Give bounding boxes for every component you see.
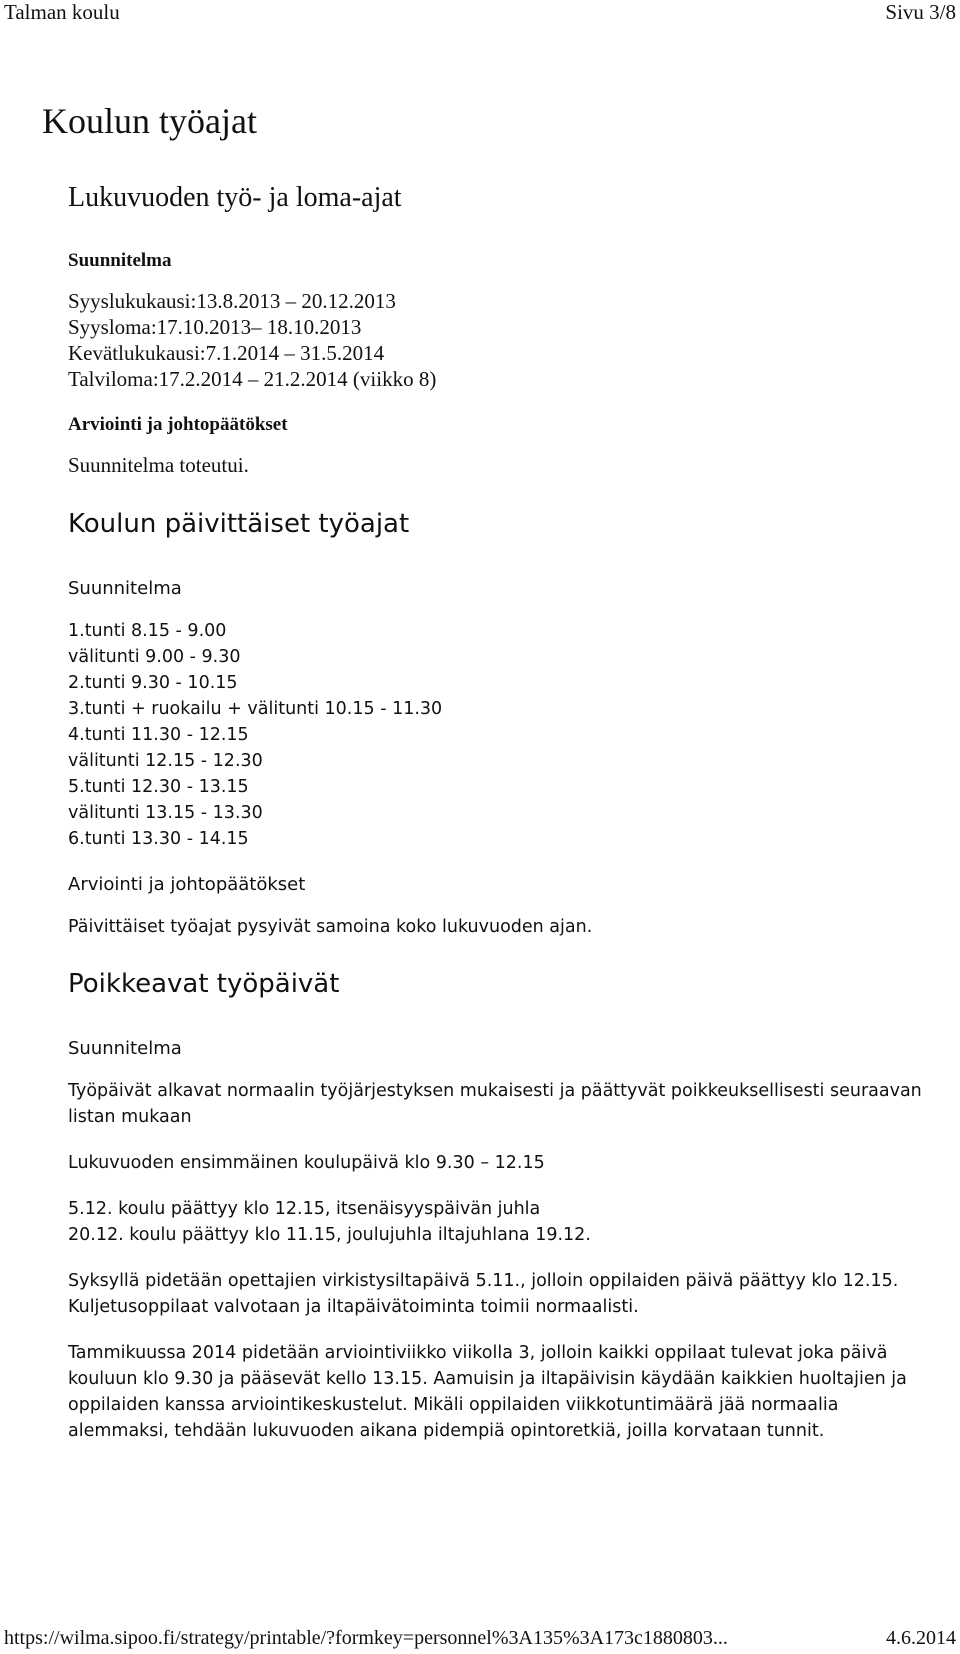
schedule-line: 5.tunti 12.30 - 13.15 xyxy=(68,777,249,797)
header-school-name: Talman koulu xyxy=(4,0,120,24)
plan-lines xyxy=(68,288,928,392)
schedule-line: 6.tunti 13.30 - 14.15 xyxy=(68,829,249,849)
early-end-days xyxy=(68,1196,928,1248)
schedule-line: välitunti 9.00 - 9.30 xyxy=(68,647,241,667)
paragraph-intro: Työpäivät alkavat normaalin työjärjestyksen mukaisesti ja päättyvät poikkeuksellisesti seuraavan listan mukaan xyxy=(68,1081,922,1127)
schedule-line: välitunti 12.15 - 12.30 xyxy=(68,751,263,771)
section-school-year xyxy=(68,178,928,478)
schedule-line: välitunti 13.15 - 13.30 xyxy=(68,803,263,823)
schedule-line: 4.tunti 11.30 - 12.15 xyxy=(68,725,249,745)
section-daily-hours xyxy=(68,504,928,940)
early-end-line: 20.12. koulu päättyy klo 11.15, joulujuhla iltajuhlana 19.12. xyxy=(68,1225,591,1245)
early-end-line: 5.12. koulu päättyy klo 12.15, itsenäisyyspäivän juhla xyxy=(68,1199,541,1219)
evaluation-text: Päivittäiset työajat pysyivät samoina koko lukuvuoden ajan. xyxy=(68,917,593,937)
header-page-number: Sivu 3/8 xyxy=(885,0,956,24)
paragraph-first-day: Lukuvuoden ensimmäinen koulupäivä klo 9.30 – 12.15 xyxy=(68,1153,545,1173)
plan-label: Suunnitelma xyxy=(68,250,172,271)
section-heading: Koulun päivittäiset työajat xyxy=(68,509,410,539)
paragraph-assessment-week: Tammikuussa 2014 pidetään arviointiviikko viikolla 3, jolloin kaikki oppilaat tulevat joka päivä kouluun klo 9.30 ja pääsevät kello 13.15. Aamuisin ja iltapäivisin käydään kaikkien huoltajien ja oppilaiden kanssa arviointikeskustelut. Mikäli oppilaiden viikkotuntimäärä jää normaalia alemmaksi, tehdään lukuvuoden aikana pidempiä opintoretkiä, joilla korvataan tunnit. xyxy=(68,1343,907,1441)
plan-line: Talviloma:17.2.2014 – 21.2.2014 (viikko 8) xyxy=(68,367,437,391)
plan-line: Syysloma:17.10.2013– 18.10.2013 xyxy=(68,315,362,339)
plan-label: Suunnitelma xyxy=(68,1038,182,1059)
schedule-line: 3.tunti + ruokailu + välitunti 10.15 - 11.30 xyxy=(68,699,443,719)
plan-line: Syyslukukausi:13.8.2013 – 20.12.2013 xyxy=(68,289,396,313)
plan-line: Kevätlukukausi:7.1.2014 – 31.5.2014 xyxy=(68,341,385,365)
footer-url: https://wilma.sipoo.fi/strategy/printable/?formkey=personnel%3A135%3A173c1880803... xyxy=(4,1627,728,1649)
document-content xyxy=(68,178,928,1464)
evaluation-label: Arviointi ja johtopäätökset xyxy=(68,414,288,435)
schedule-lines xyxy=(68,618,928,852)
schedule-line: 1.tunti 8.15 - 9.00 xyxy=(68,621,227,641)
page-header xyxy=(0,0,960,28)
page-footer xyxy=(0,1624,960,1654)
plan-label: Suunnitelma xyxy=(68,578,182,599)
section-heading: Lukuvuoden työ- ja loma-ajat xyxy=(68,182,402,213)
schedule-line: 2.tunti 9.30 - 10.15 xyxy=(68,673,238,693)
evaluation-label: Arviointi ja johtopäätökset xyxy=(68,874,306,895)
footer-date: 4.6.2014 xyxy=(886,1627,956,1649)
section-heading: Poikkeavat työpäivät xyxy=(68,969,340,999)
paragraph-recreation-day: Syksyllä pidetään opettajien virkistysiltapäivä 5.11., jolloin oppilaiden päivä päättyy klo 12.15. Kuljetusoppilaat valvotaan ja iltapäivätoiminta toimii normaalisti. xyxy=(68,1271,899,1317)
page-title: Koulun työajat xyxy=(42,101,257,141)
evaluation-text: Suunnitelma toteutui. xyxy=(68,453,249,477)
section-exceptional-days xyxy=(68,964,928,1444)
